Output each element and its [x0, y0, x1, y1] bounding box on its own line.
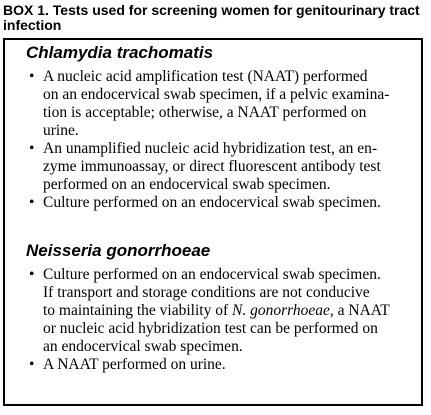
section-heading-neisseria: Neisseria gonorrhoeae — [26, 241, 211, 260]
list-item-line: urine. — [43, 122, 79, 139]
list-item-line: • An unamplified nucleic acid hybridization test, an en- — [43, 140, 377, 157]
list-item-line: performed on an endocervical swab specimen. — [43, 176, 331, 193]
list-item-line: • Culture performed on an endocervical swab specimen. — [43, 266, 381, 283]
list-item-line: zyme immunoassay, or direct fluorescent antibody test — [43, 158, 381, 175]
list-item — [0, 68, 425, 140]
box-title-line: infection — [3, 17, 62, 33]
box-title-line: BOX 1. Tests used for screening women for genitourinary tract — [3, 2, 420, 18]
list-item — [0, 356, 425, 374]
list-item-line: • Culture performed on an endocervical swab specimen. — [43, 194, 381, 211]
list-item-line: tion is acceptable; otherwise, a NAAT performed on — [43, 104, 367, 121]
list-item-line: on an endocervical swab specimen, if a pelvic examina- — [43, 86, 390, 103]
list-item-text: , a NAAT — [329, 302, 390, 319]
chlamydia-test-list — [0, 68, 425, 212]
list-item-line — [43, 302, 401, 320]
list-item — [0, 194, 425, 212]
organism-name-italic: N. gonorrhoeae — [231, 302, 330, 319]
list-item-text: to maintaining the viability of — [43, 302, 232, 319]
list-item — [0, 266, 425, 356]
list-item-line: • A nucleic acid amplification test (NAAT) performed — [43, 68, 368, 85]
neisseria-test-list — [0, 266, 425, 374]
list-item-line: an endocervical swab specimen. — [43, 338, 243, 355]
box-title — [3, 3, 428, 33]
list-item-line: If transport and storage conditions are not conducive — [43, 284, 370, 301]
list-item-line: • A NAAT performed on urine. — [43, 356, 226, 373]
list-item — [0, 140, 425, 194]
section-heading-chlamydia: Chlamydia trachomatis — [26, 43, 214, 62]
list-item-line: or nucleic acid hybridization test can be performed on — [43, 320, 378, 337]
